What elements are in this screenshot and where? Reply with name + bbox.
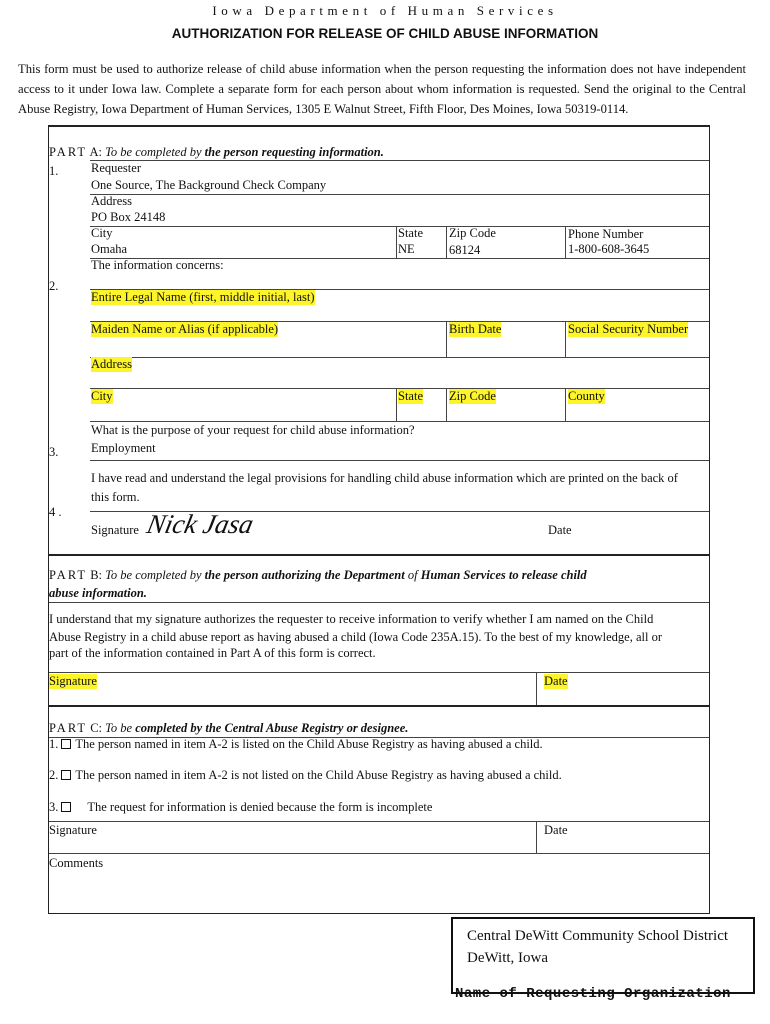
comments-label: Comments (49, 856, 104, 870)
subject-address-field[interactable]: Address (91, 357, 132, 371)
part-b-statement-line1: I understand that my signature authorizes the requester to receive information to verify whether I am named on the Child (49, 612, 654, 626)
intro-paragraph: This form must be used to authorize release of child abuse information when the person requesting the information does not have independent access to it under Iowa law. Complete a separate form for each person about whom information is requested. Send the original to the Central Abuse Registry, Iowa Department of Human Services, 1305 E Walnut Street, Fifth Floor, Des Moines, Iowa 50319-0114. (18, 62, 746, 116)
concerns-label: The information concerns: (91, 258, 224, 272)
form-frame (48, 125, 710, 914)
part-a-heading: PART A: To be completed by the person requesting information. (49, 145, 384, 159)
requester-signature-label: Signature (91, 523, 139, 537)
purpose-question: What is the purpose of your request for child abuse information? (91, 423, 415, 437)
requester-signature-image (144, 507, 264, 541)
birth-date-field[interactable]: Birth Date (449, 322, 502, 336)
organization-name-line1: Central DeWitt Community School District (467, 928, 729, 944)
organization-box (451, 917, 755, 994)
subject-city-field[interactable]: City (91, 389, 113, 403)
maiden-name-field[interactable]: Maiden Name or Alias (if applicable) (91, 322, 279, 336)
form-title: AUTHORIZATION FOR RELEASE OF CHILD ABUSE INFORMATION (171, 26, 599, 41)
city-value[interactable]: Omaha (91, 242, 128, 256)
city-label: City (91, 226, 113, 240)
item-1-number: 1. (49, 164, 59, 178)
registry-date-label: Date (544, 823, 568, 837)
phone-value[interactable]: 1-800-608-3645 (568, 242, 650, 256)
item-4-number: 4 . (49, 505, 62, 519)
address-label: Address (91, 194, 132, 208)
option-1-checkbox[interactable] (61, 739, 71, 749)
address-value[interactable]: PO Box 24148 (91, 210, 166, 224)
part-c-option-2[interactable]: 2. The person named in item A-2 is not listed on the Child Abuse Registry as having abused a child. (49, 768, 562, 782)
legal-provisions-line1: I have read and understand the legal provisions for handling child abuse information which are printed on the back of (91, 471, 678, 485)
legal-name-field[interactable]: Entire Legal Name (first, middle initial, last) (91, 290, 315, 304)
subject-zip-field[interactable]: Zip Code (449, 389, 496, 403)
svg-text:Nick Jasa: Nick Jasa (144, 509, 257, 539)
registry-signature-label: Signature (49, 823, 97, 837)
part-b-statement-line2: Abuse Registry in a child abuse report as having abused a child (Iowa Code 235A.15). To the best of my knowledge, all or (49, 630, 662, 644)
state-label: State (398, 226, 423, 240)
part-b-statement-line3: part of the information contained in Part A of this form is correct. (49, 646, 376, 660)
part-b-heading-line2: abuse information. (49, 586, 147, 600)
zip-label: Zip Code (449, 226, 496, 240)
option-3-checkbox[interactable] (61, 802, 71, 812)
county-field[interactable]: County (568, 389, 605, 403)
part-b-heading: PART B: To be completed by the person authorizing the Department of Human Services to release child (49, 568, 587, 582)
option-2-checkbox[interactable] (61, 770, 71, 780)
legal-provisions-line2: this form. (91, 490, 140, 504)
requester-date-label: Date (548, 523, 572, 537)
item-2-number: 2. (49, 279, 59, 293)
item-3-number: 3. (49, 445, 59, 459)
department-name: Iowa Department of Human Services (212, 3, 558, 18)
state-value[interactable]: NE (398, 242, 415, 256)
zip-value[interactable]: 68124 (449, 243, 481, 257)
ssn-field[interactable]: Social Security Number (568, 322, 689, 336)
organization-name-line2: DeWitt, Iowa (467, 950, 549, 966)
authorizer-signature-field[interactable]: Signature (49, 674, 97, 688)
part-c-heading: PART C: To be completed by the Central Abuse Registry or designee. (49, 721, 409, 735)
part-c-option-1[interactable]: 1. The person named in item A-2 is listed on the Child Abuse Registry as having abused a child. (49, 737, 543, 751)
organization-label: Name of Requesting Organization (455, 986, 731, 1002)
subject-state-field[interactable]: State (398, 389, 423, 403)
phone-label: Phone Number (568, 227, 644, 241)
requester-value[interactable]: One Source, The Background Check Company (91, 178, 327, 192)
purpose-value[interactable]: Employment (91, 441, 156, 455)
requester-label: Requester (91, 161, 141, 175)
part-c-option-3[interactable]: 3. The request for information is denied because the form is incomplete (49, 800, 433, 814)
authorizer-date-field[interactable]: Date (544, 674, 568, 688)
